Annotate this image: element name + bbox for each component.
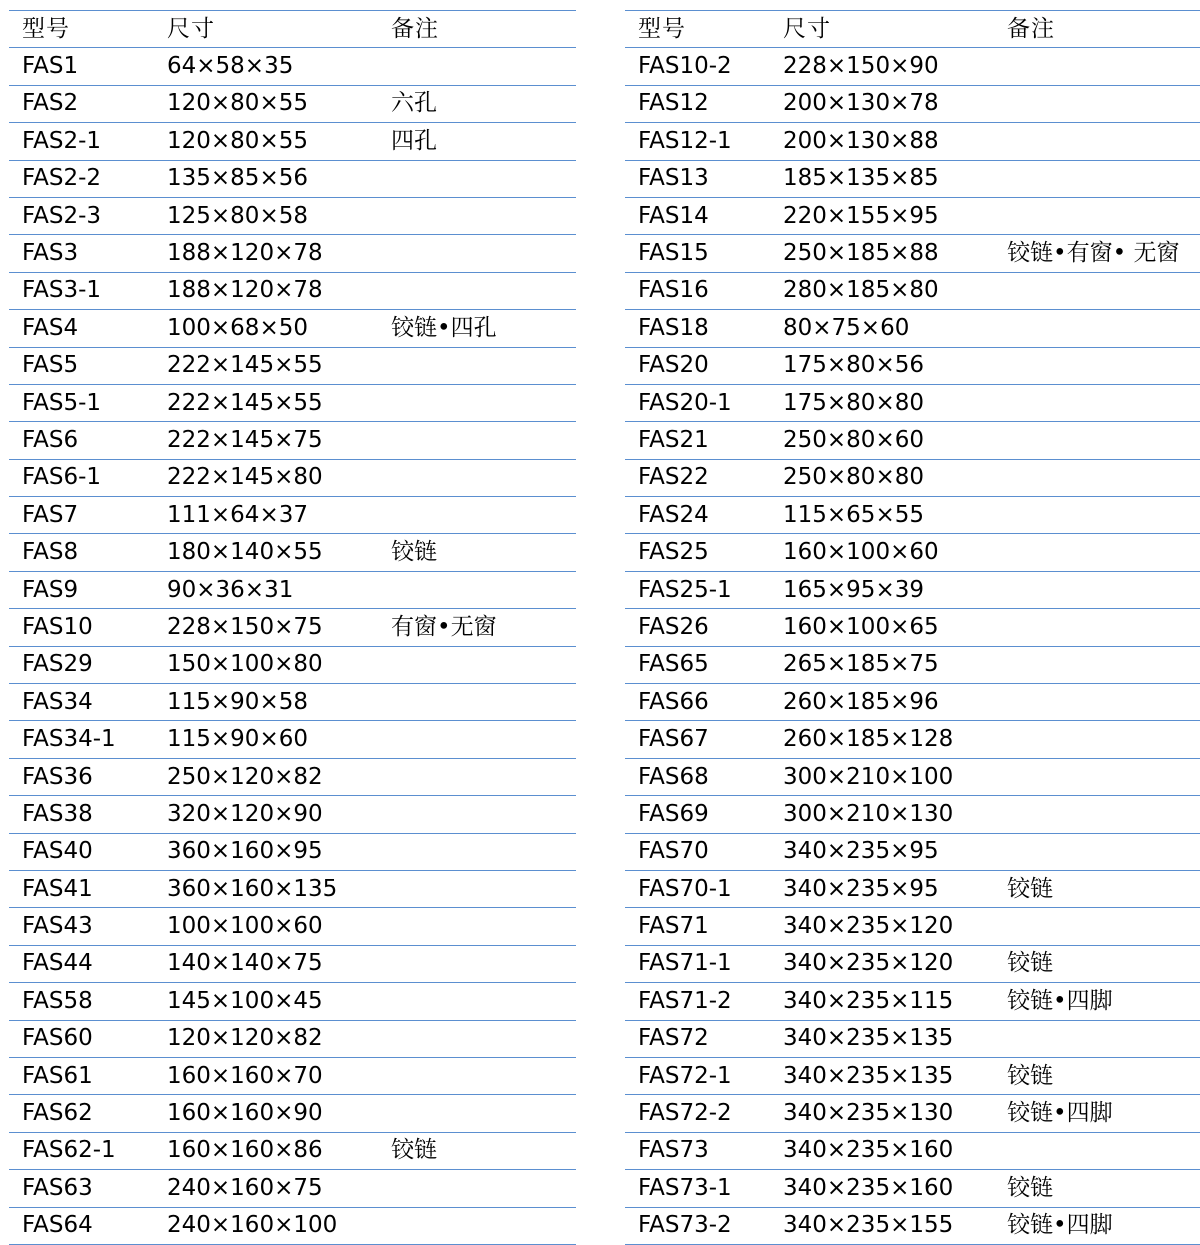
- cell-size: 340×235×155: [783, 1207, 1007, 1244]
- cell-model: FAS40: [9, 833, 167, 870]
- table-body-left: [9, 48, 576, 1245]
- cell-size: 64×58×35: [167, 48, 391, 85]
- table-row: [9, 758, 576, 795]
- cell-size: 340×235×120: [783, 945, 1007, 982]
- header-note: 备注: [1007, 11, 1200, 48]
- cell-note: [391, 347, 576, 384]
- cell-size: 80×75×60: [783, 310, 1007, 347]
- cell-model: FAS72-2: [625, 1095, 783, 1132]
- cell-model: FAS18: [625, 310, 783, 347]
- cell-size: 250×185×88: [783, 235, 1007, 272]
- cell-note: [1007, 796, 1200, 833]
- table-row: [625, 758, 1200, 795]
- cell-size: 340×235×95: [783, 870, 1007, 907]
- cell-model: FAS2: [9, 85, 167, 122]
- table-row: [9, 235, 576, 272]
- table-row: [9, 983, 576, 1020]
- header-row: [625, 11, 1200, 48]
- cell-size: 240×160×75: [167, 1170, 391, 1207]
- header-size: 尺寸: [783, 11, 1007, 48]
- cell-size: 250×80×60: [783, 422, 1007, 459]
- cell-note: [391, 983, 576, 1020]
- cell-model: FAS2-1: [9, 123, 167, 160]
- cell-note: 铰链•四孔: [391, 310, 576, 347]
- cell-model: FAS29: [9, 646, 167, 683]
- table-row: [625, 833, 1200, 870]
- table-row: [625, 945, 1200, 982]
- cell-model: FAS12-1: [625, 123, 783, 160]
- cell-size: 160×100×60: [783, 534, 1007, 571]
- cell-model: FAS61: [9, 1057, 167, 1094]
- table-row: [9, 1207, 576, 1244]
- table-row: [625, 796, 1200, 833]
- cell-size: 115×65×55: [783, 497, 1007, 534]
- cell-note: [1007, 908, 1200, 945]
- cell-model: FAS1: [9, 48, 167, 85]
- cell-size: 250×120×82: [167, 758, 391, 795]
- cell-model: FAS6: [9, 422, 167, 459]
- cell-model: FAS34: [9, 684, 167, 721]
- cell-model: FAS16: [625, 272, 783, 309]
- cell-model: FAS2-2: [9, 160, 167, 197]
- cell-model: FAS68: [625, 758, 783, 795]
- cell-size: 100×68×50: [167, 310, 391, 347]
- spec-table-right: [625, 10, 1200, 1245]
- cell-size: 115×90×60: [167, 721, 391, 758]
- cell-model: FAS24: [625, 497, 783, 534]
- cell-model: FAS2-3: [9, 197, 167, 234]
- cell-note: [1007, 197, 1200, 234]
- table-row: [625, 983, 1200, 1020]
- cell-note: [1007, 721, 1200, 758]
- table-row: [9, 48, 576, 85]
- cell-size: 188×120×78: [167, 235, 391, 272]
- cell-size: 111×64×37: [167, 497, 391, 534]
- cell-model: FAS7: [9, 497, 167, 534]
- cell-note: [1007, 497, 1200, 534]
- cell-model: FAS73-2: [625, 1207, 783, 1244]
- cell-size: 200×130×78: [783, 85, 1007, 122]
- table-row: [625, 870, 1200, 907]
- cell-size: 340×235×120: [783, 908, 1007, 945]
- table-row: [625, 422, 1200, 459]
- cell-size: 140×140×75: [167, 945, 391, 982]
- table-row: [9, 646, 576, 683]
- cell-size: 115×90×58: [167, 684, 391, 721]
- cell-size: 125×80×58: [167, 197, 391, 234]
- cell-note: 铰链•有窗• 无窗: [1007, 235, 1200, 272]
- table-row: [625, 235, 1200, 272]
- cell-note: [391, 160, 576, 197]
- table-row: [625, 197, 1200, 234]
- cell-model: FAS4: [9, 310, 167, 347]
- cell-model: FAS71: [625, 908, 783, 945]
- cell-size: 250×80×80: [783, 459, 1007, 496]
- table-row: [9, 721, 576, 758]
- cell-note: [391, 646, 576, 683]
- cell-note: 铰链•四脚: [1007, 1095, 1200, 1132]
- cell-model: FAS71-2: [625, 983, 783, 1020]
- table-row: [9, 1095, 576, 1132]
- cell-model: FAS43: [9, 908, 167, 945]
- cell-model: FAS12: [625, 85, 783, 122]
- cell-note: 铰链: [391, 1132, 576, 1169]
- table-row: [625, 1207, 1200, 1244]
- cell-model: FAS70: [625, 833, 783, 870]
- cell-model: FAS3-1: [9, 272, 167, 309]
- cell-note: [1007, 534, 1200, 571]
- table-row: [625, 123, 1200, 160]
- cell-model: FAS34-1: [9, 721, 167, 758]
- cell-note: [1007, 571, 1200, 608]
- header-size: 尺寸: [167, 11, 391, 48]
- cell-size: 180×140×55: [167, 534, 391, 571]
- cell-size: 175×80×80: [783, 384, 1007, 421]
- header-row: [9, 11, 576, 48]
- cell-size: 280×185×80: [783, 272, 1007, 309]
- cell-model: FAS38: [9, 796, 167, 833]
- cell-note: [391, 1057, 576, 1094]
- table-row: [9, 384, 576, 421]
- table-row: [9, 1132, 576, 1169]
- cell-model: FAS21: [625, 422, 783, 459]
- cell-size: 360×160×135: [167, 870, 391, 907]
- cell-model: FAS10-2: [625, 48, 783, 85]
- table-row: [9, 123, 576, 160]
- cell-size: 100×100×60: [167, 908, 391, 945]
- cell-model: FAS6-1: [9, 459, 167, 496]
- cell-model: FAS72-1: [625, 1057, 783, 1094]
- cell-note: 铰链: [1007, 945, 1200, 982]
- table-row: [9, 310, 576, 347]
- cell-size: 135×85×56: [167, 160, 391, 197]
- cell-model: FAS73: [625, 1132, 783, 1169]
- cell-size: 120×80×55: [167, 85, 391, 122]
- table-row: [9, 497, 576, 534]
- cell-model: FAS62: [9, 1095, 167, 1132]
- table-body-right: [625, 48, 1200, 1245]
- cell-note: [391, 235, 576, 272]
- table-row: [625, 1095, 1200, 1132]
- table-row: [9, 1020, 576, 1057]
- cell-size: 222×145×55: [167, 347, 391, 384]
- cell-note: [1007, 758, 1200, 795]
- cell-note: 铰链: [1007, 1170, 1200, 1207]
- table-row: [9, 422, 576, 459]
- cell-note: [391, 1095, 576, 1132]
- cell-note: [1007, 384, 1200, 421]
- cell-size: 340×235×160: [783, 1170, 1007, 1207]
- cell-note: [391, 908, 576, 945]
- cell-note: [1007, 1020, 1200, 1057]
- cell-size: 340×235×130: [783, 1095, 1007, 1132]
- cell-note: [1007, 272, 1200, 309]
- table-row: [625, 646, 1200, 683]
- table-row: [9, 459, 576, 496]
- cell-size: 360×160×95: [167, 833, 391, 870]
- cell-size: 160×160×70: [167, 1057, 391, 1094]
- cell-note: [1007, 310, 1200, 347]
- cell-size: 300×210×100: [783, 758, 1007, 795]
- cell-size: 340×235×135: [783, 1057, 1007, 1094]
- cell-note: [1007, 833, 1200, 870]
- cell-size: 90×36×31: [167, 571, 391, 608]
- cell-note: 有窗•无窗: [391, 609, 576, 646]
- table-row: [9, 684, 576, 721]
- cell-model: FAS8: [9, 534, 167, 571]
- table-row: [9, 160, 576, 197]
- cell-model: FAS67: [625, 721, 783, 758]
- table-row: [625, 310, 1200, 347]
- cell-note: [391, 945, 576, 982]
- cell-model: FAS20-1: [625, 384, 783, 421]
- cell-model: FAS5: [9, 347, 167, 384]
- cell-model: FAS66: [625, 684, 783, 721]
- cell-note: [391, 497, 576, 534]
- cell-note: [391, 1170, 576, 1207]
- table-row: [625, 272, 1200, 309]
- cell-model: FAS71-1: [625, 945, 783, 982]
- cell-size: 260×185×128: [783, 721, 1007, 758]
- cell-size: 340×235×95: [783, 833, 1007, 870]
- table-row: [625, 721, 1200, 758]
- header-model: 型号: [9, 11, 167, 48]
- cell-model: FAS62-1: [9, 1132, 167, 1169]
- cell-note: [391, 459, 576, 496]
- cell-size: 145×100×45: [167, 983, 391, 1020]
- table-row: [625, 48, 1200, 85]
- cell-model: FAS25-1: [625, 571, 783, 608]
- cell-size: 340×235×160: [783, 1132, 1007, 1169]
- table-row: [625, 1057, 1200, 1094]
- table-row: [9, 272, 576, 309]
- cell-note: [1007, 422, 1200, 459]
- cell-model: FAS72: [625, 1020, 783, 1057]
- cell-note: [1007, 85, 1200, 122]
- cell-note: 铰链•四脚: [1007, 1207, 1200, 1244]
- cell-note: [391, 684, 576, 721]
- cell-note: [391, 422, 576, 459]
- cell-size: 150×100×80: [167, 646, 391, 683]
- cell-size: 120×80×55: [167, 123, 391, 160]
- table-row: [625, 160, 1200, 197]
- table-row: [625, 384, 1200, 421]
- cell-note: [1007, 609, 1200, 646]
- cell-size: 175×80×56: [783, 347, 1007, 384]
- table-row: [9, 571, 576, 608]
- header-model: 型号: [625, 11, 783, 48]
- cell-size: 160×160×90: [167, 1095, 391, 1132]
- table-row: [625, 1132, 1200, 1169]
- cell-size: 185×135×85: [783, 160, 1007, 197]
- cell-note: [391, 48, 576, 85]
- cell-note: [1007, 459, 1200, 496]
- cell-model: FAS25: [625, 534, 783, 571]
- cell-size: 160×100×65: [783, 609, 1007, 646]
- cell-note: 铰链•四脚: [1007, 983, 1200, 1020]
- cell-note: [1007, 160, 1200, 197]
- table-row: [9, 945, 576, 982]
- cell-size: 160×160×86: [167, 1132, 391, 1169]
- table-row: [625, 459, 1200, 496]
- cell-model: FAS69: [625, 796, 783, 833]
- cell-size: 222×145×75: [167, 422, 391, 459]
- cell-model: FAS58: [9, 983, 167, 1020]
- table-row: [9, 347, 576, 384]
- cell-size: 200×130×88: [783, 123, 1007, 160]
- table-row: [9, 1170, 576, 1207]
- cell-note: [391, 272, 576, 309]
- cell-size: 240×160×100: [167, 1207, 391, 1244]
- cell-note: [391, 1020, 576, 1057]
- cell-note: [1007, 684, 1200, 721]
- cell-model: FAS64: [9, 1207, 167, 1244]
- cell-size: 120×120×82: [167, 1020, 391, 1057]
- table-row: [9, 197, 576, 234]
- cell-note: 六孔: [391, 85, 576, 122]
- cell-size: 222×145×80: [167, 459, 391, 496]
- cell-size: 222×145×55: [167, 384, 391, 421]
- cell-note: [391, 758, 576, 795]
- cell-size: 165×95×39: [783, 571, 1007, 608]
- cell-model: FAS15: [625, 235, 783, 272]
- table-row: [9, 534, 576, 571]
- cell-size: 320×120×90: [167, 796, 391, 833]
- table-row: [625, 85, 1200, 122]
- cell-note: 铰链: [1007, 1057, 1200, 1094]
- table-row: [625, 1170, 1200, 1207]
- table-row: [625, 609, 1200, 646]
- cell-note: [1007, 646, 1200, 683]
- table-row: [625, 497, 1200, 534]
- cell-note: [391, 197, 576, 234]
- table-row: [9, 609, 576, 646]
- cell-model: FAS41: [9, 870, 167, 907]
- cell-size: 260×185×96: [783, 684, 1007, 721]
- cell-note: [1007, 48, 1200, 85]
- cell-size: 228×150×90: [783, 48, 1007, 85]
- table-row: [625, 684, 1200, 721]
- cell-model: FAS9: [9, 571, 167, 608]
- table-row: [9, 796, 576, 833]
- cell-size: 188×120×78: [167, 272, 391, 309]
- cell-model: FAS60: [9, 1020, 167, 1057]
- cell-note: [1007, 123, 1200, 160]
- table-row: [9, 870, 576, 907]
- cell-note: [391, 796, 576, 833]
- cell-model: FAS63: [9, 1170, 167, 1207]
- cell-size: 340×235×115: [783, 983, 1007, 1020]
- spec-table-left: [9, 10, 576, 1245]
- cell-note: [391, 1207, 576, 1244]
- cell-note: [391, 870, 576, 907]
- cell-model: FAS65: [625, 646, 783, 683]
- cell-model: FAS10: [9, 609, 167, 646]
- cell-model: FAS5-1: [9, 384, 167, 421]
- cell-note: [391, 833, 576, 870]
- cell-model: FAS70-1: [625, 870, 783, 907]
- cell-note: [391, 571, 576, 608]
- cell-note: [1007, 347, 1200, 384]
- cell-note: 铰链: [1007, 870, 1200, 907]
- cell-model: FAS22: [625, 459, 783, 496]
- cell-model: FAS26: [625, 609, 783, 646]
- cell-note: 铰链: [391, 534, 576, 571]
- cell-model: FAS36: [9, 758, 167, 795]
- cell-model: FAS3: [9, 235, 167, 272]
- cell-size: 340×235×135: [783, 1020, 1007, 1057]
- cell-size: 300×210×130: [783, 796, 1007, 833]
- cell-model: FAS14: [625, 197, 783, 234]
- table-row: [9, 85, 576, 122]
- table-row: [625, 534, 1200, 571]
- table-row: [625, 908, 1200, 945]
- table-row: [625, 347, 1200, 384]
- table-row: [9, 1057, 576, 1094]
- cell-size: 220×155×95: [783, 197, 1007, 234]
- cell-model: FAS44: [9, 945, 167, 982]
- cell-size: 265×185×75: [783, 646, 1007, 683]
- cell-model: FAS20: [625, 347, 783, 384]
- cell-model: FAS13: [625, 160, 783, 197]
- table-row: [9, 908, 576, 945]
- header-note: 备注: [391, 11, 576, 48]
- table-row: [625, 571, 1200, 608]
- cell-note: [391, 721, 576, 758]
- cell-model: FAS73-1: [625, 1170, 783, 1207]
- table-row: [9, 833, 576, 870]
- table-row: [625, 1020, 1200, 1057]
- cell-note: [1007, 1132, 1200, 1169]
- cell-size: 228×150×75: [167, 609, 391, 646]
- cell-note: 四孔: [391, 123, 576, 160]
- cell-note: [391, 384, 576, 421]
